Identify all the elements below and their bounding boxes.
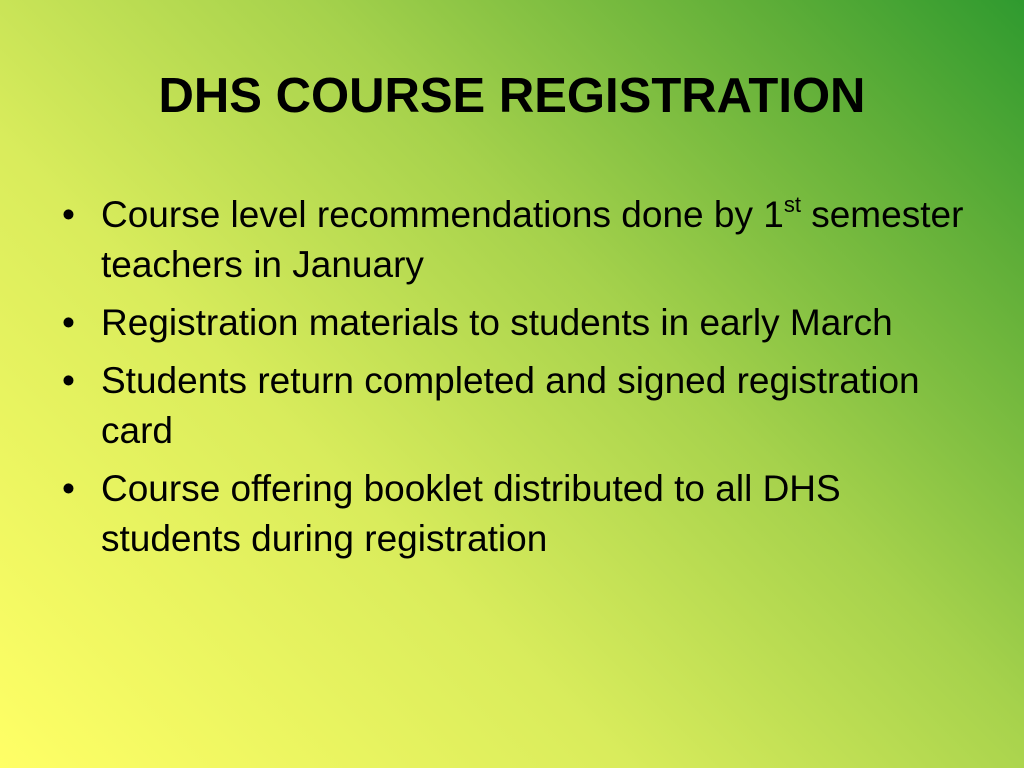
bullet-superscript: st bbox=[783, 192, 801, 217]
bullet-list bbox=[58, 190, 978, 572]
bullet-text: Course offering booklet distributed to all DHS students during registration bbox=[101, 468, 841, 559]
bullet-dot: • bbox=[62, 468, 75, 509]
bullet-item bbox=[58, 190, 978, 290]
bullet-text: Registration materials to students in early March bbox=[101, 302, 893, 343]
bullet-item bbox=[58, 298, 978, 348]
bullet-item bbox=[58, 356, 978, 456]
bullet-dot: • bbox=[62, 194, 75, 235]
bullet-text-continued: semester teachers in January bbox=[101, 194, 964, 285]
bullet-text: Students return completed and signed registration card bbox=[101, 360, 920, 451]
bullet-dot: • bbox=[62, 360, 75, 401]
bullet-text: Course level recommendations done by 1 bbox=[101, 194, 784, 235]
bullet-item bbox=[58, 464, 978, 564]
bullet-dot: • bbox=[62, 302, 75, 343]
slide-title: DHS COURSE REGISTRATION bbox=[158, 69, 866, 123]
